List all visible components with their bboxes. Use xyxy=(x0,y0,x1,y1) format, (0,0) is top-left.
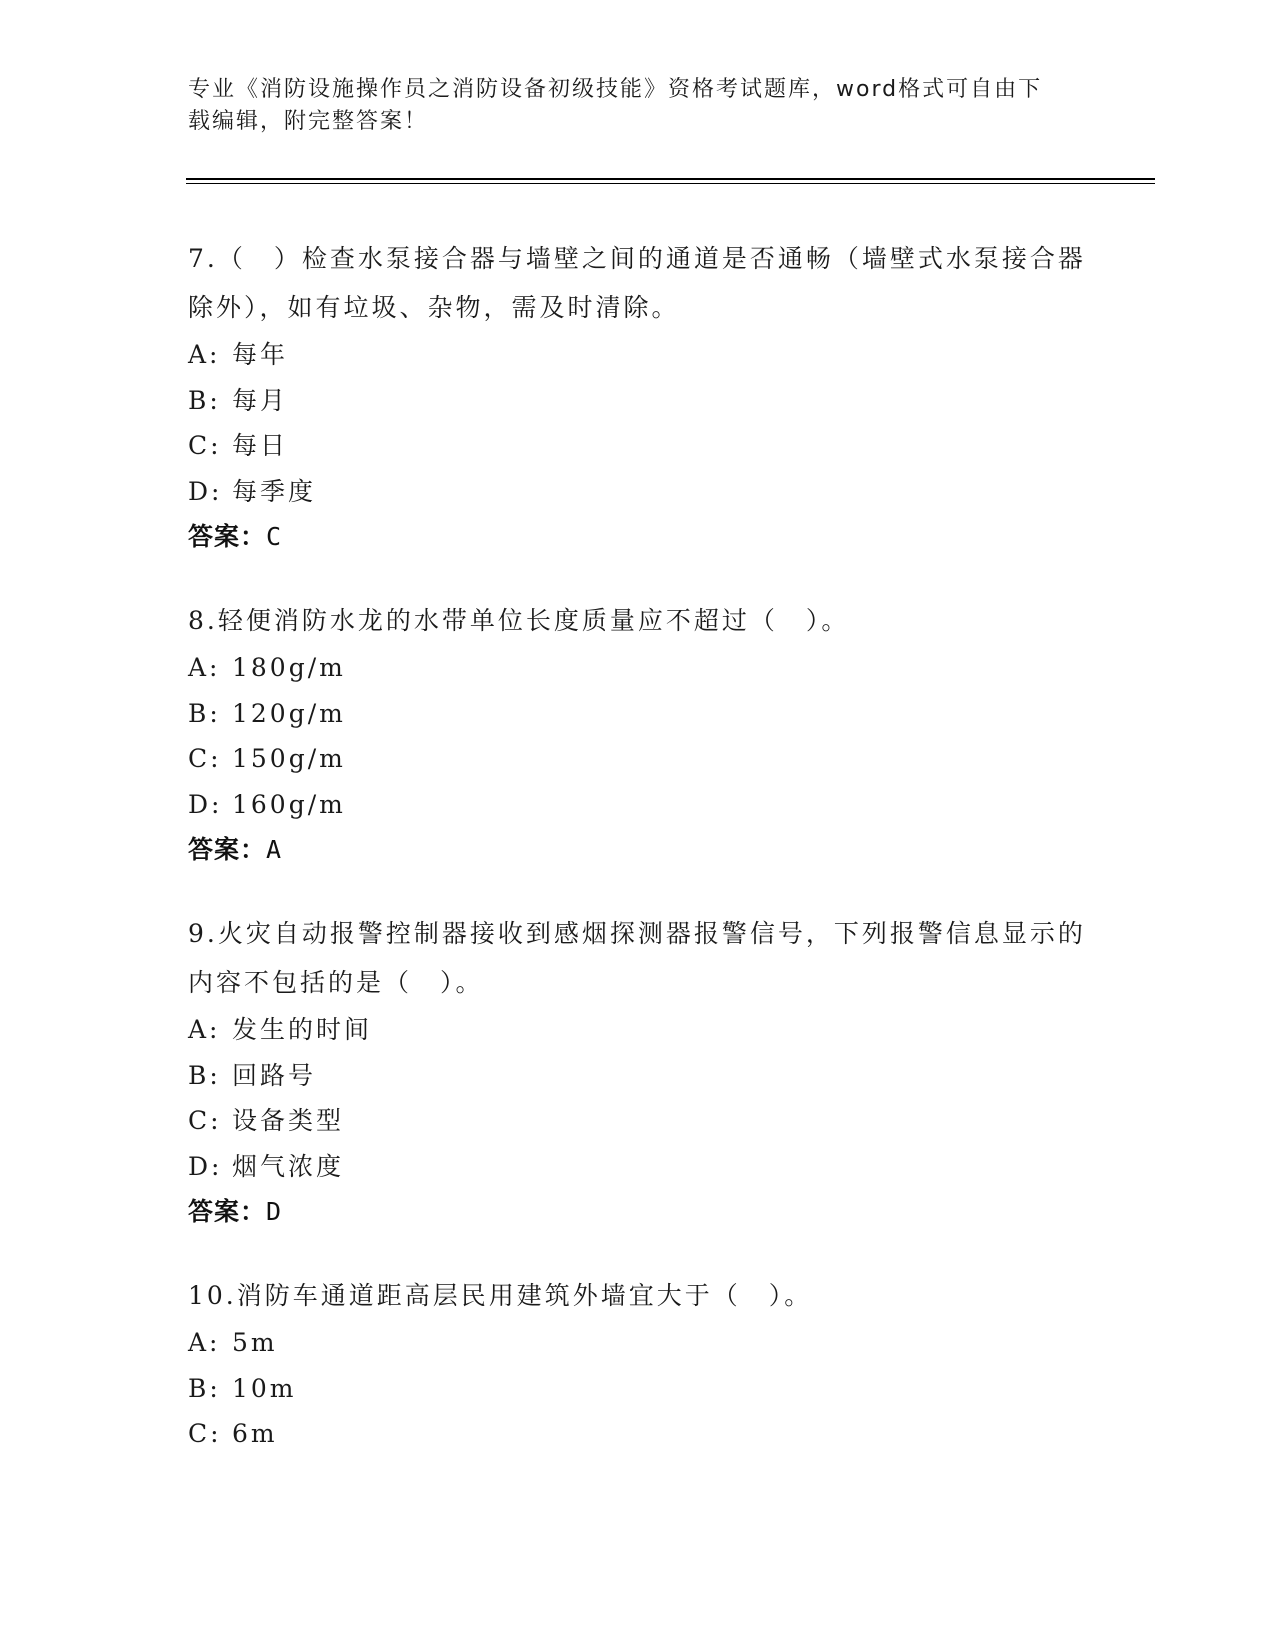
option-b xyxy=(188,378,1088,424)
option-letter: A: xyxy=(188,1015,221,1044)
question-7 xyxy=(188,234,1088,560)
option-a xyxy=(188,645,1088,691)
answer-label: 答案： xyxy=(188,835,267,864)
option-a xyxy=(188,332,1088,378)
option-text: 发生的时间 xyxy=(232,1015,373,1044)
option-d xyxy=(188,1144,1088,1190)
answer-line xyxy=(188,514,1088,560)
question-stem: 9.火灾自动报警控制器接收到感烟探测器报警信号，下列报警信息显示的内容不包括的是（ ）。 xyxy=(188,919,1086,997)
option-text: 烟气浓度 xyxy=(232,1151,345,1181)
question-10 xyxy=(188,1271,1088,1457)
question-stem: 8.轻便消防水龙的水带单位长度质量应不超过（ ）。 xyxy=(188,606,850,635)
option-letter: B: xyxy=(188,1373,221,1403)
answer-line xyxy=(188,1189,1088,1235)
option-letter: B: xyxy=(188,385,221,415)
option-a xyxy=(188,1007,1088,1053)
option-text: 150g/m xyxy=(232,744,346,773)
answer-label: 答案： xyxy=(188,1197,267,1226)
question-list xyxy=(188,234,1088,1493)
option-c xyxy=(188,1411,1088,1457)
option-c xyxy=(188,423,1088,469)
option-text: 180g/m xyxy=(232,653,346,682)
option-c xyxy=(188,736,1088,782)
option-text: 回路号 xyxy=(232,1060,317,1090)
option-letter: C: xyxy=(188,1106,222,1135)
option-letter: C: xyxy=(188,1419,222,1448)
option-text: 120g/m xyxy=(232,698,346,728)
answer-value: C xyxy=(266,522,283,551)
option-text: 每月 xyxy=(232,385,289,415)
question-9 xyxy=(188,909,1088,1235)
option-letter: A: xyxy=(188,340,221,369)
option-text: 10m xyxy=(232,1373,297,1403)
option-c xyxy=(188,1098,1088,1144)
question-stem: 10.消防车通道距高层民用建筑外墙宜大于（ ）。 xyxy=(188,1281,813,1310)
option-letter: A: xyxy=(188,653,221,682)
option-text: 5m xyxy=(232,1328,278,1357)
option-letter: B: xyxy=(188,698,221,728)
option-letter: D: xyxy=(188,789,223,819)
option-d xyxy=(188,782,1088,828)
option-text: 160g/m xyxy=(232,789,346,819)
option-text: 每年 xyxy=(232,340,289,369)
option-a xyxy=(188,1320,1088,1366)
option-text: 6m xyxy=(232,1419,278,1448)
option-text: 每日 xyxy=(232,431,289,460)
answer-value: A xyxy=(266,835,283,864)
option-text: 设备类型 xyxy=(232,1106,345,1135)
header-rule-thick xyxy=(186,178,1155,180)
option-letter: A: xyxy=(188,1328,221,1357)
option-text: 每季度 xyxy=(232,476,317,506)
option-b xyxy=(188,691,1088,737)
option-letter: D: xyxy=(188,476,223,506)
header-line-1: 专业《消防设施操作员之消防设备初级技能》资格考试题库，word格式可自由下 xyxy=(188,77,1043,102)
option-letter: D: xyxy=(188,1151,223,1181)
option-b xyxy=(188,1366,1088,1412)
question-8 xyxy=(188,596,1088,873)
question-stem: 7.（ ）检查水泵接合器与墙壁之间的通道是否通畅（墙壁式水泵接合器除外），如有垃圾、杂物，需及时清除。 xyxy=(188,244,1086,322)
option-letter: C: xyxy=(188,744,222,773)
option-d xyxy=(188,469,1088,515)
answer-value: D xyxy=(266,1197,283,1226)
answer-label: 答案： xyxy=(188,522,267,551)
answer-line xyxy=(188,827,1088,873)
option-letter: B: xyxy=(188,1060,221,1090)
option-letter: C: xyxy=(188,431,222,460)
document-header xyxy=(188,74,1088,138)
option-b xyxy=(188,1053,1088,1099)
header-line-2: 载编辑，附完整答案！ xyxy=(188,109,429,134)
header-rule-thin xyxy=(186,183,1155,184)
